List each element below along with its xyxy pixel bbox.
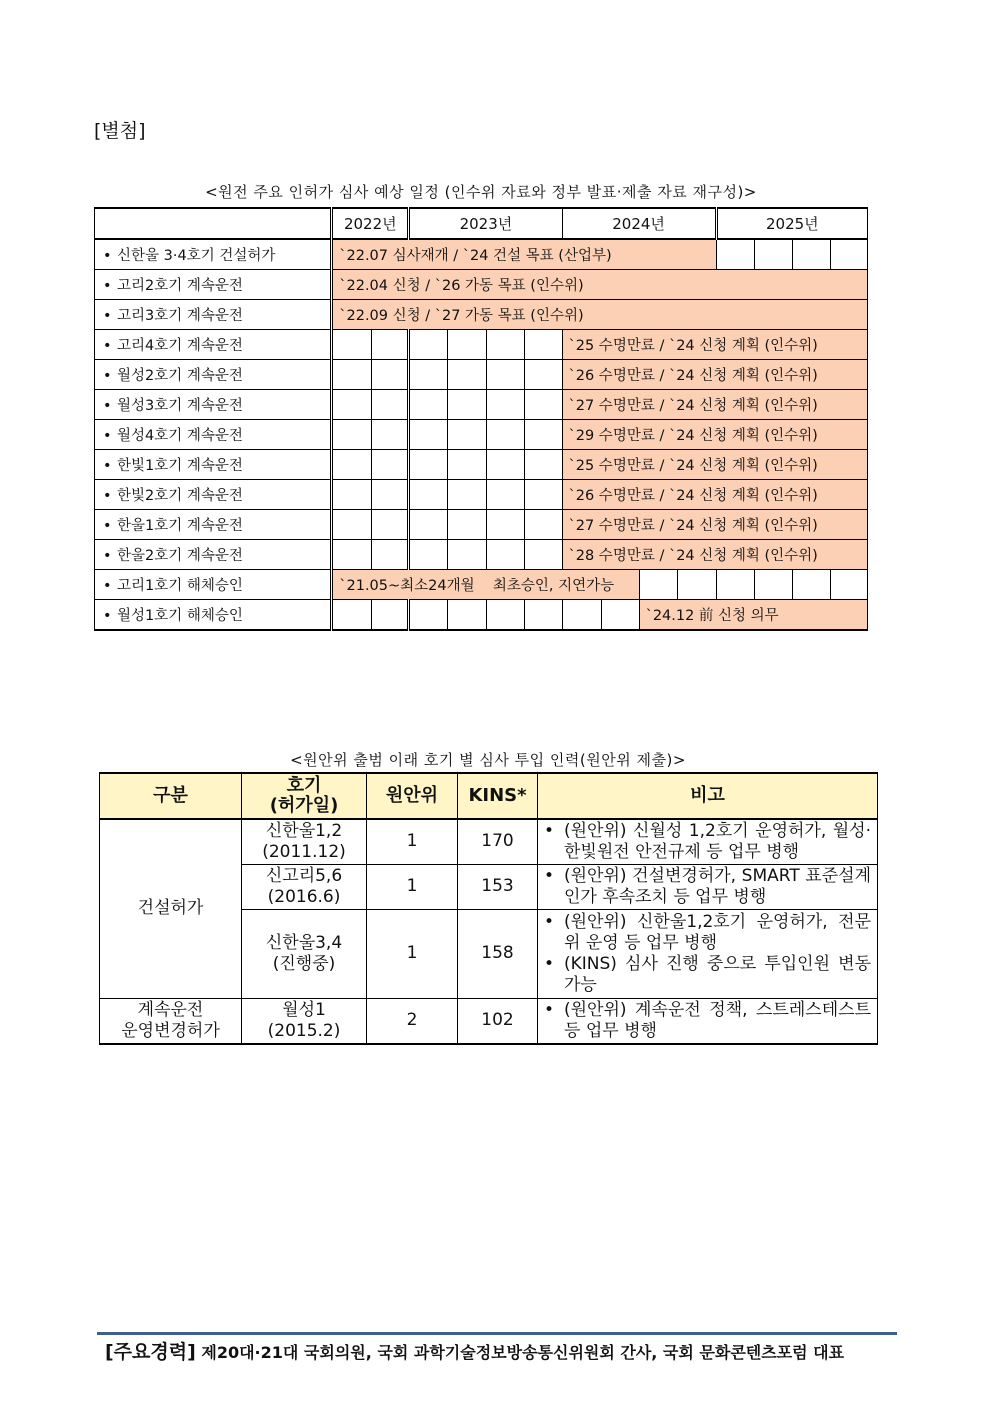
unit-name: 신한울1,2 <box>265 820 343 841</box>
remark-cell <box>538 910 878 999</box>
row-label: 월성1호기 해체승인 <box>117 608 243 624</box>
remark-text: (원안위) 계속운전 정책, 스트레스테스트 등 업무 병행 <box>564 1000 871 1041</box>
schedule-header-row <box>95 208 868 239</box>
schedule-row <box>95 330 868 360</box>
schedule-row <box>95 540 868 570</box>
schedule-bar: `25 수명만료 / `24 신청 계획 (인수위) <box>562 330 868 360</box>
bullet: • <box>103 458 112 474</box>
remark-text: (KINS) 심사 진행 중으로 투입인원 변동 가능 <box>564 954 871 995</box>
staff-header-row <box>100 773 878 819</box>
schedule-row <box>95 390 868 420</box>
schedule-row-name <box>95 480 332 510</box>
bullet: • <box>103 488 112 504</box>
year-2024: 2024년 <box>562 208 716 239</box>
year-2022: 2022년 <box>332 208 409 239</box>
schedule-bar: `25 수명만료 / `24 신청 계획 (인수위) <box>562 450 868 480</box>
schedule-row <box>95 600 868 631</box>
bullet: • <box>103 338 112 354</box>
remark-text: (원안위) 건설변경허가, SMART 표준설계인가 후속조치 등 업무 병행 <box>564 866 871 907</box>
schedule-table <box>94 207 868 631</box>
remark-text: (원안위) 신월성 1,2호기 운영허가, 월성·한빛원전 안전규제 등 업무 병행 <box>564 821 871 862</box>
bullet: • <box>103 398 112 414</box>
remark-item <box>544 1000 871 1042</box>
remark-cell <box>538 865 878 910</box>
remark-item <box>544 912 871 954</box>
bullet: • <box>103 368 112 384</box>
schedule-bar: `22.04 신청 / `26 가동 목표 (인수위) <box>332 270 868 300</box>
footer-divider <box>97 1332 897 1335</box>
schedule-row <box>95 300 868 330</box>
nssc-cell: 1 <box>367 910 458 999</box>
header-unit-line1: 호기 <box>286 775 322 797</box>
bullet: • <box>544 954 555 974</box>
schedule-bar: `27 수명만료 / `24 신청 계획 (인수위) <box>562 390 868 420</box>
row-label: 월성2호기 계속운전 <box>117 368 243 384</box>
bullet: • <box>103 578 112 594</box>
schedule-row <box>95 360 868 390</box>
staff-row <box>100 999 878 1045</box>
bullet: • <box>103 248 112 264</box>
row-label: 한빛2호기 계속운전 <box>117 488 243 504</box>
bullet: • <box>544 821 555 841</box>
staff-caption: <원안위 출범 이래 호기 별 심사 투입 인력(원안위 제출)> <box>290 751 686 769</box>
schedule-row <box>95 270 868 300</box>
schedule-row-name <box>95 540 332 570</box>
year-2023: 2023년 <box>409 208 562 239</box>
bullet: • <box>103 518 112 534</box>
header-kins: KINS* <box>458 773 538 819</box>
row-label: 한울1호기 계속운전 <box>117 518 243 534</box>
header-remark: 비고 <box>538 773 878 819</box>
row-label: 고리1호기 해체승인 <box>117 578 243 594</box>
bullet: • <box>103 308 112 324</box>
remark-text: (원안위) 신한울1,2호기 운영허가, 전문위 운영 등 업무 병행 <box>564 912 871 953</box>
bullet: • <box>544 866 555 886</box>
bullet: • <box>103 428 112 444</box>
schedule-bar-secondary: 최초승인, 지연가능 <box>487 570 639 600</box>
attachment-label: [별첨] <box>94 120 146 142</box>
header-nssc: 원안위 <box>367 773 458 819</box>
schedule-row-name <box>95 570 332 600</box>
schedule-row <box>95 570 868 600</box>
bullet: • <box>544 1000 555 1020</box>
schedule-bar: `29 수명만료 / `24 신청 계획 (인수위) <box>562 420 868 450</box>
header-empty-cell <box>95 208 332 239</box>
schedule-row <box>95 480 868 510</box>
unit-date: (2015.2) <box>267 1021 341 1041</box>
schedule-row-name <box>95 360 332 390</box>
remark-item <box>544 866 871 908</box>
row-label: 월성3호기 계속운전 <box>117 398 243 414</box>
schedule-row-name <box>95 330 332 360</box>
remark-cell <box>538 819 878 865</box>
nssc-cell: 2 <box>367 999 458 1045</box>
unit-date: (2016.6) <box>267 887 341 907</box>
nssc-cell: 1 <box>367 819 458 865</box>
row-label: 한울2호기 계속운전 <box>117 548 243 564</box>
remark-item <box>544 954 871 996</box>
schedule-row <box>95 450 868 480</box>
schedule-caption: <원전 주요 인허가 심사 예상 일정 (인수위 자료와 정부 발표·제출 자료 재구성)> <box>205 183 757 201</box>
schedule-row <box>95 420 868 450</box>
schedule-row-name <box>95 600 332 631</box>
row-label: 고리3호기 계속운전 <box>117 308 243 324</box>
unit-date: (진행중) <box>272 954 336 974</box>
header-unit-line2: (허가일) <box>269 795 339 816</box>
row-label: 한빛1호기 계속운전 <box>117 458 243 474</box>
staff-table <box>99 772 878 1045</box>
header-unit <box>242 773 367 819</box>
schedule-row-name <box>95 239 332 270</box>
category-cell <box>100 999 242 1045</box>
bullet: • <box>544 912 555 932</box>
schedule-row-name <box>95 510 332 540</box>
category-cell: 건설허가 <box>100 819 242 999</box>
unit-name: 월성1 <box>282 999 326 1020</box>
remark-item <box>544 821 871 863</box>
schedule-bar: `26 수명만료 / `24 신청 계획 (인수위) <box>562 480 868 510</box>
schedule-bar: `21.05~최소24개월 <box>332 570 487 600</box>
unit-cell <box>242 865 367 910</box>
kins-cell: 170 <box>458 819 538 865</box>
schedule-row-name <box>95 270 332 300</box>
unit-name: 신고리5,6 <box>265 865 343 886</box>
row-label: 신한울 3·4호기 건설허가 <box>117 248 276 264</box>
unit-cell <box>242 910 367 999</box>
schedule-bar: `28 수명만료 / `24 신청 계획 (인수위) <box>562 540 868 570</box>
bullet: • <box>103 548 112 564</box>
schedule-bar: `27 수명만료 / `24 신청 계획 (인수위) <box>562 510 868 540</box>
schedule-bar: `22.09 신청 / `27 가동 목표 (인수위) <box>332 300 868 330</box>
kins-cell: 158 <box>458 910 538 999</box>
row-label: 고리4호기 계속운전 <box>117 338 243 354</box>
schedule-bar: `22.07 심사재개 / `24 건설 목표 (산업부) <box>332 239 716 270</box>
kins-cell: 153 <box>458 865 538 910</box>
category-line2: 운영변경허가 <box>121 1021 220 1041</box>
schedule-row <box>95 239 868 270</box>
schedule-row-name <box>95 420 332 450</box>
unit-date: (2011.12) <box>262 842 346 862</box>
schedule-bar: `26 수명만료 / `24 신청 계획 (인수위) <box>562 360 868 390</box>
schedule-row <box>95 510 868 540</box>
footer-text: 제20대·21대 국회의원, 국회 과학기술정보방송통신위원회 간사, 국회 문화콘텐츠포럼 대표 <box>201 1343 845 1362</box>
unit-cell <box>242 819 367 865</box>
nssc-cell: 1 <box>367 865 458 910</box>
bullet: • <box>103 608 112 624</box>
staff-row <box>100 819 878 865</box>
row-label: 고리2호기 계속운전 <box>117 278 243 294</box>
footer-label: [주요경력] <box>105 1341 196 1363</box>
row-label: 월성4호기 계속운전 <box>117 428 243 444</box>
unit-cell <box>242 999 367 1045</box>
schedule-bar: `24.12 前 신청 의무 <box>639 600 867 631</box>
schedule-row-name <box>95 450 332 480</box>
unit-name: 신한울3,4 <box>265 932 343 953</box>
kins-cell: 102 <box>458 999 538 1045</box>
header-category: 구분 <box>100 773 242 819</box>
remark-cell <box>538 999 878 1045</box>
category-line1: 계속운전 <box>137 999 204 1020</box>
schedule-row-name <box>95 300 332 330</box>
schedule-row-name <box>95 390 332 420</box>
footer <box>105 1337 844 1364</box>
year-2025: 2025년 <box>716 208 867 239</box>
bullet: • <box>103 278 112 294</box>
